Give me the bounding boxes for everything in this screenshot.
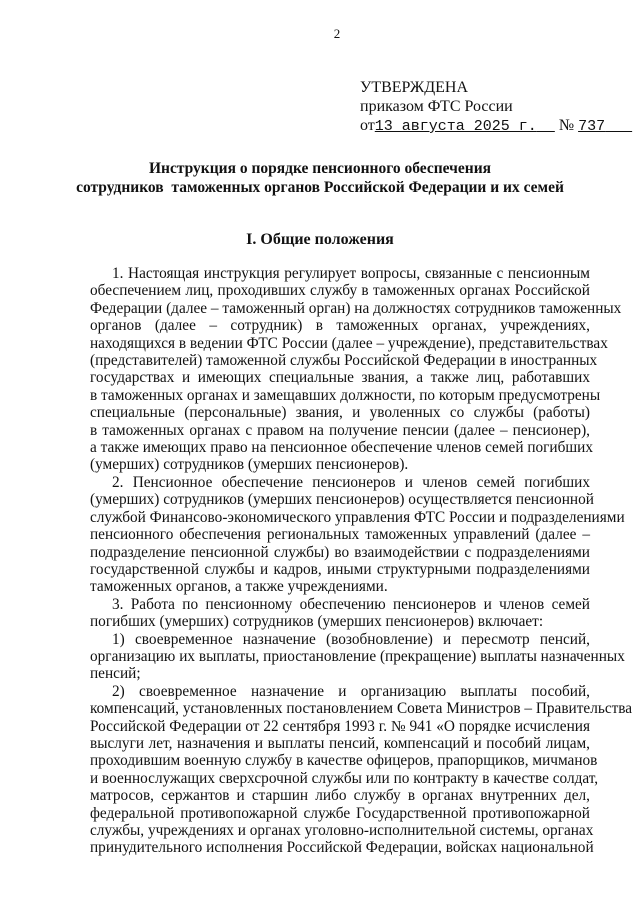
text-line: 2. Пенсионное обеспечение пенсионеров и членов семей погибших: [112, 473, 590, 491]
text-line: государственной службы и кадров, иными структурными подразделениями: [90, 560, 590, 578]
text-line: государствах и имеющих специальные звания, а также лиц, работавших: [90, 369, 590, 387]
text-line: а также имеющих право на пенсионное обеспечение членов семей погибших: [90, 439, 594, 457]
approval-date-line: [360, 116, 632, 136]
title-line: сотрудников таможенных органов Российской Федерации и их семей: [76, 179, 564, 196]
text-line: подразделение пенсионной службы) во взаимодействии с подразделениями: [90, 543, 590, 561]
text-line: пенсий;: [90, 665, 141, 683]
text-line: 1. Настоящая инструкция регулирует вопросы, связанные с пенсионным: [112, 265, 590, 282]
paragraph: [90, 682, 633, 857]
date-prefix: от: [360, 117, 375, 134]
text-line: обеспечением лиц, проходивших службу в таможенных органах Российской: [90, 282, 590, 300]
document-body: [90, 265, 633, 857]
text-line: пенсионного обеспечения региональных таможенных управлений (далее –: [90, 526, 590, 544]
approval-number: 737: [578, 118, 606, 135]
text-line: погибших (умерших) сотрудников (умерших пенсионеров) включает:: [90, 613, 544, 631]
text-line: (представителей) таможенной службы Российской Федерации в иностранных: [90, 352, 598, 370]
text-line: службы, учреждениях и органах уголовно-исполнительной системы, органах: [90, 822, 594, 839]
section-heading: I. Общие положения: [246, 231, 394, 248]
text-line: находящихся в ведении ФТС России (далее – учреждение), представительствах: [90, 334, 608, 352]
paragraph: [90, 596, 590, 631]
text-line: таможенных органов, а также учреждениями.: [90, 578, 388, 596]
text-line: службой Финансово-экономического управления ФТС России и подразделениями: [90, 508, 625, 526]
text-line: проходившим военную службу в качестве офицеров, прапорщиков, мичманов: [90, 752, 598, 770]
text-line: матросов, сержантов и старшин либо службу в органах внутренних дел,: [90, 787, 590, 805]
approval-status: УТВЕРЖДЕНА: [360, 79, 469, 96]
approval-block: [360, 78, 632, 136]
text-line: в таможенных органах с правом на получение пенсии (далее – пенсионер),: [90, 421, 590, 439]
text-line: специальные (персональные) звания, и уволенных со службы (работы): [90, 404, 590, 422]
text-line: выслуги лет, назначения и выплаты пенсий, компенсаций и пособий лицам,: [90, 734, 590, 752]
text-line: 3. Работа по пенсионному обеспечению пенсионеров и членов семей: [112, 595, 590, 613]
text-line: организацию их выплаты, приостановление (прекращение) выплаты назначенных: [90, 647, 625, 665]
approval-date: 13 августа 2025 г.: [374, 118, 537, 135]
text-line: Федерации (далее – таможенный орган) на должностях сотрудников таможенных: [90, 299, 622, 317]
text-line: компенсаций, установленных постановлением Совета Министров – Правительства: [90, 700, 633, 718]
page-number: 2: [333, 26, 341, 41]
paragraph: [90, 630, 625, 683]
text-line: 2) своевременное назначение и организацию выплаты пособий,: [112, 682, 590, 700]
text-line: (умерших) сотрудников (умерших пенсионеров).: [90, 456, 409, 474]
text-line: и военнослужащих сверхсрочной службы или по контракту в качестве солдат,: [90, 769, 599, 787]
number-sign: №: [558, 117, 575, 134]
paragraph: [90, 473, 625, 596]
text-line: принудительного исполнения Российской Федерации, войсках национальной: [90, 839, 594, 857]
text-line: в таможенных органах и замещавших должности, по которым предусмотрены: [90, 386, 601, 404]
title-line: Инструкция о порядке пенсионного обеспечения: [148, 160, 492, 177]
text-line: Российской Федерации от 22 сентября 1993 г. № 941 «О порядке исчисления: [90, 717, 590, 735]
approval-by: приказом ФТС России: [360, 98, 513, 115]
text-line: федеральной противопожарной службе Государственной противопожарной: [90, 804, 590, 822]
document-title: [0, 159, 640, 197]
text-line: (умерших) сотрудников (умерших пенсионеров) осуществляется пенсионной: [90, 491, 594, 509]
text-line: 1) своевременное назначение (возобновление) и пересмотр пенсий,: [112, 630, 590, 648]
text-line: органов (далее – сотрудник) в таможенных органах, учреждениях,: [90, 317, 590, 335]
paragraph: [90, 265, 622, 474]
